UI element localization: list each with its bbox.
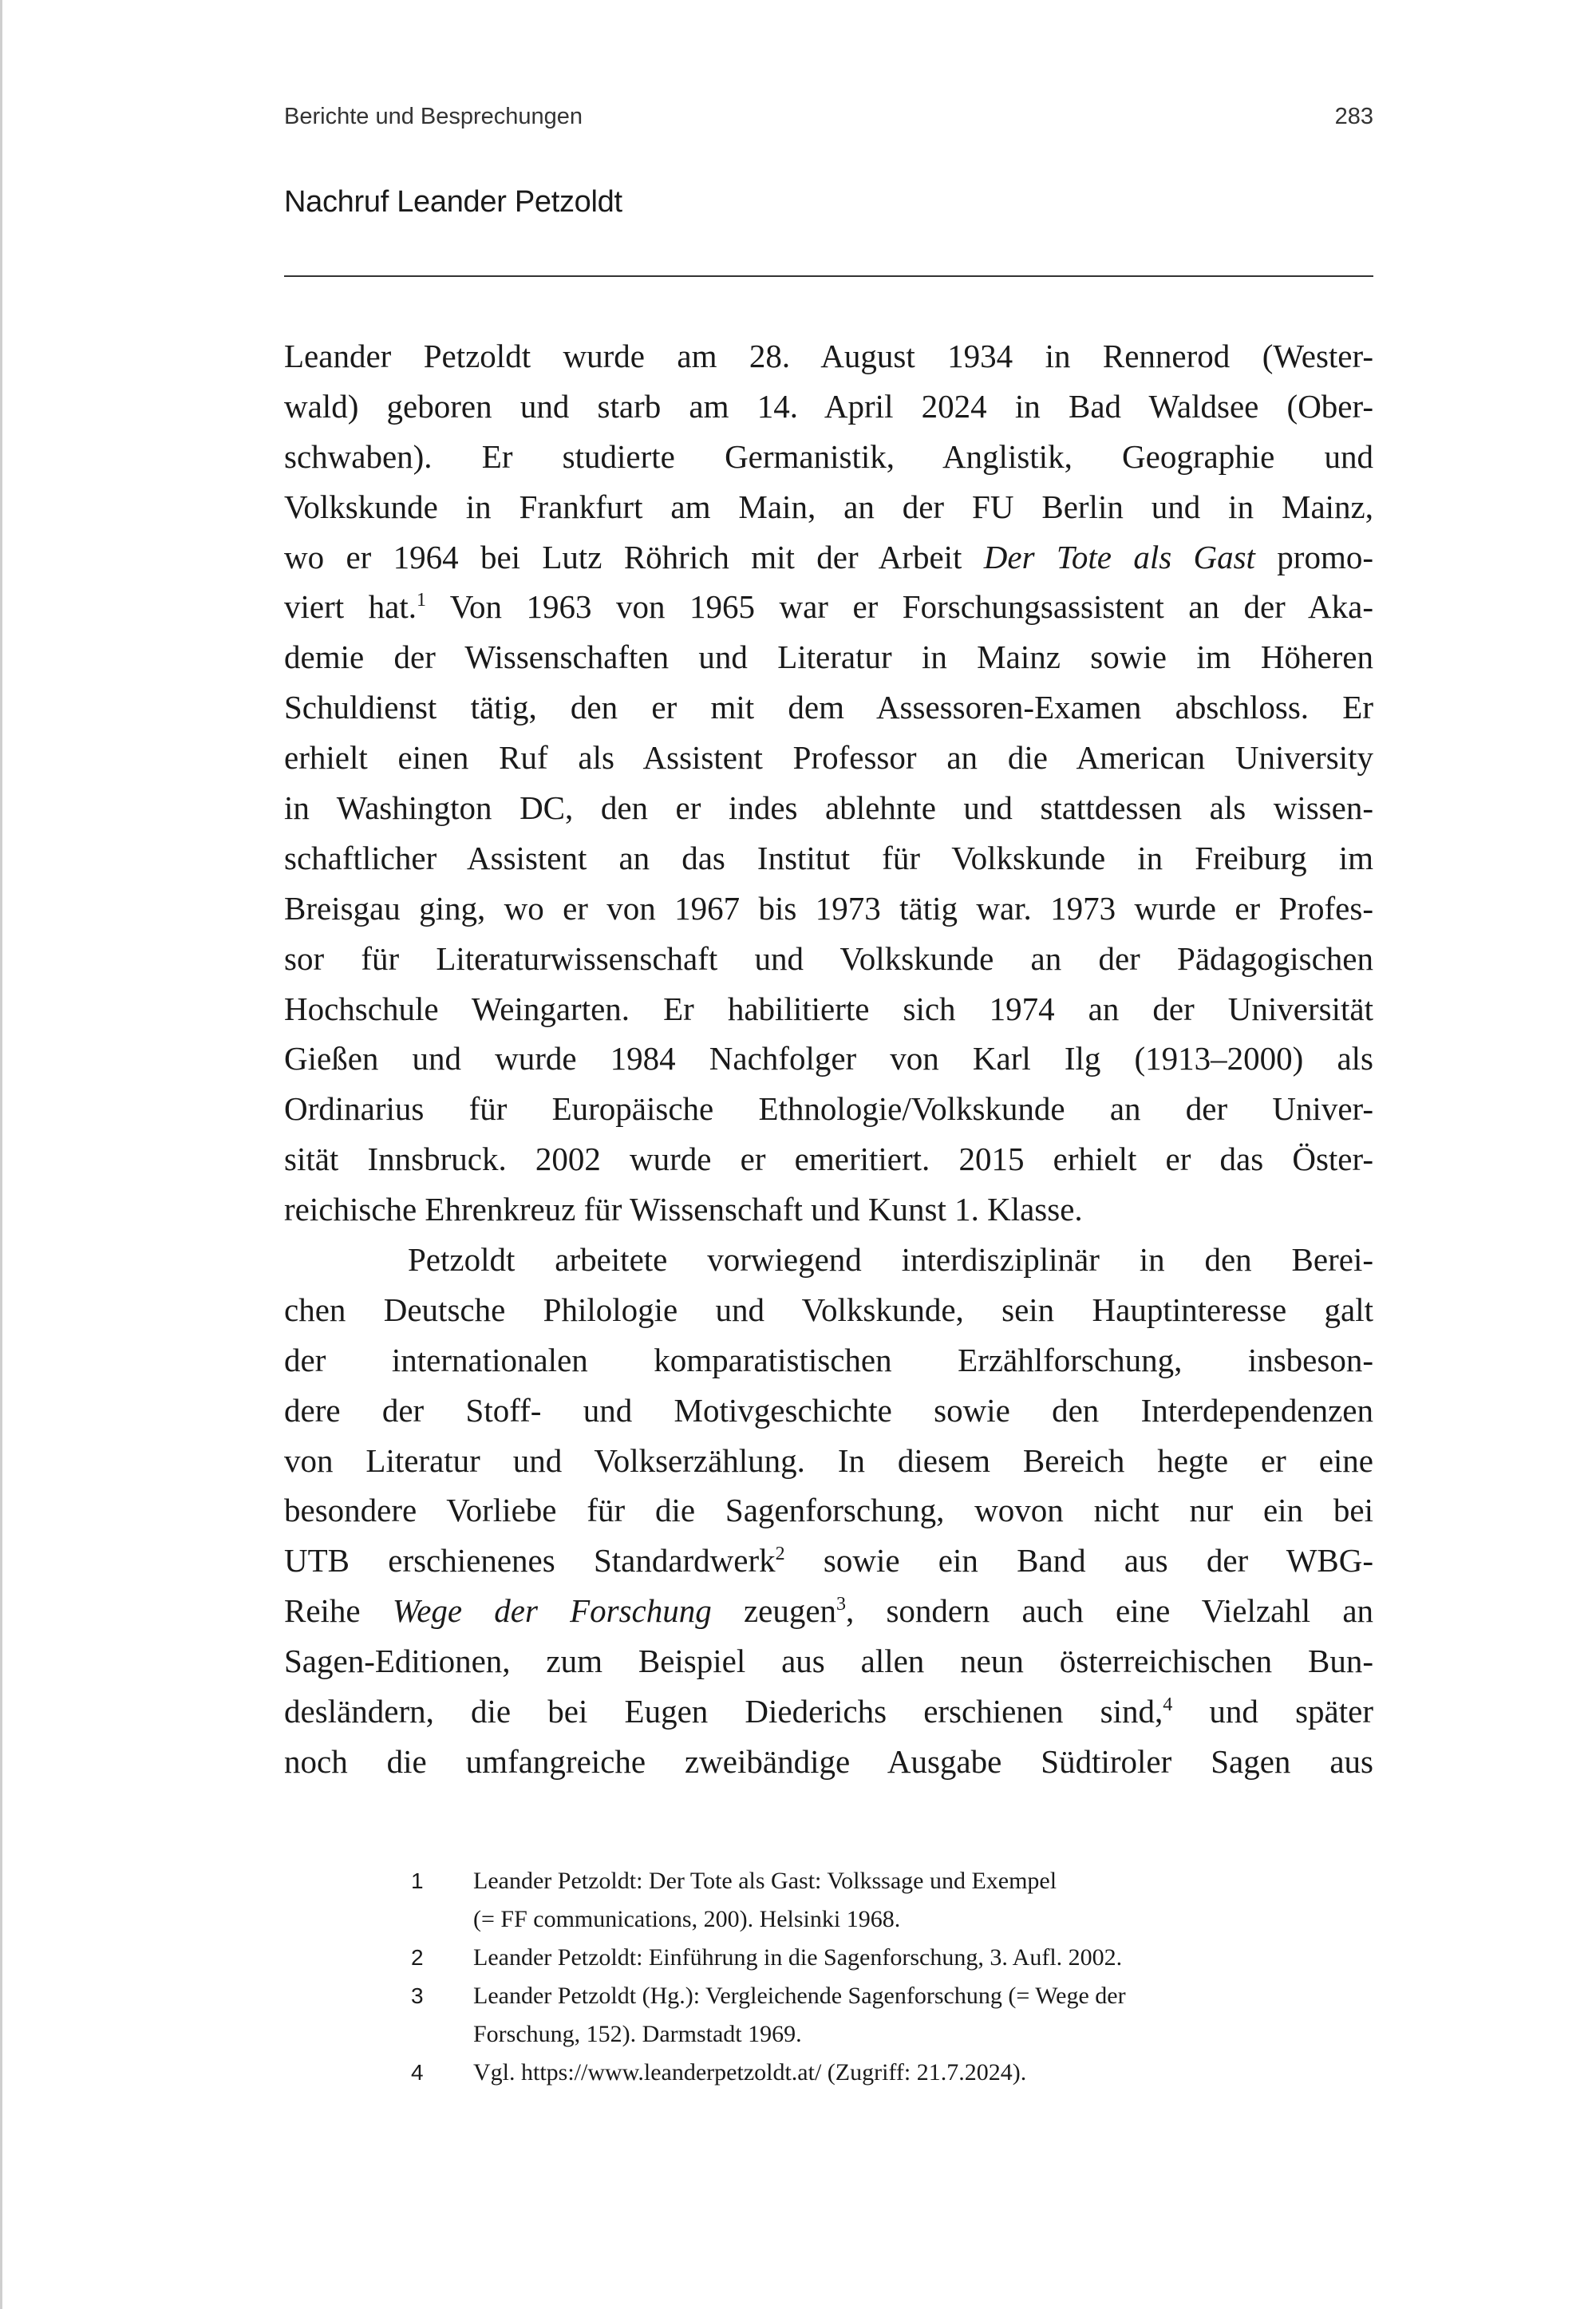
footnote: [411, 1939, 1329, 1977]
footnote: [411, 1862, 1329, 1939]
footnote-number: 1: [411, 1868, 424, 1893]
body-line: [284, 1335, 1373, 1386]
text-run: reichische Ehrenkreuz für Wissenschaft und Kunst 1. Klasse.: [284, 1191, 1083, 1228]
text-run: zeugen: [711, 1592, 837, 1630]
text-run: chen Deutsche Philologie und Volkskunde, sein Hauptinteresse galt: [284, 1291, 1373, 1328]
text-run: schaftlicher Assistent an das Institut für Volkskunde in Freiburg im: [284, 839, 1373, 876]
body-line: [284, 783, 1373, 833]
text-run: , sondern auch eine Vielzahl an: [846, 1592, 1374, 1630]
body-line: [284, 1386, 1373, 1436]
footnote-text: [473, 1977, 1329, 2054]
body-line: [284, 532, 1373, 583]
running-title: Berichte und Besprechungen: [284, 104, 583, 129]
article-title: Nachruf Leander Petzoldt: [284, 185, 622, 219]
text-run: von Literatur und Volkserzählung. In diesem Bereich hegte er eine: [284, 1441, 1373, 1479]
text-run: Schuldienst tätig, den er mit dem Assessoren-Examen abschloss. Er: [284, 689, 1373, 726]
body-line: [284, 1184, 1373, 1235]
footnote-line: Leander Petzoldt: Einführung in die Sagenforschung, 3. Aufl. 2002.: [473, 1944, 1123, 1971]
footnote-line: (= FF communications, 200). Helsinki 1968.: [473, 1906, 901, 1932]
text-run: Gießen und wurde 1984 Nachfolger von Karl Ilg (1913–2000) als: [284, 1040, 1373, 1077]
italic-title: Der Tote als Gast: [983, 538, 1255, 575]
text-run: und später: [1172, 1693, 1373, 1730]
body-line: [284, 1636, 1373, 1686]
body-line: [284, 1536, 1373, 1586]
body-line: [284, 482, 1373, 532]
footnote-ref: 4: [1163, 1694, 1173, 1716]
text-run: wald) geboren und starb am 14. April 2024 in Bad Waldsee (Ober-: [284, 387, 1373, 425]
body-line: [284, 382, 1373, 432]
text-run: wo er 1964 bei Lutz Röhrich mit der Arbeit: [284, 538, 984, 575]
footnote-number: 4: [411, 2060, 424, 2085]
title-divider: [284, 275, 1373, 277]
text-run: in Washington DC, den er indes ablehnte und stattdessen als wissen-: [284, 789, 1373, 827]
text-run: dere der Stoff- und Motivgeschichte sowie den Interdependenzen: [284, 1391, 1373, 1429]
footnote-text: [473, 1939, 1329, 1977]
text-run: Reihe: [284, 1592, 393, 1630]
footnote-ref: 3: [836, 1594, 847, 1615]
body-line: [284, 1084, 1373, 1134]
text-run: Leander Petzoldt wurde am 28. August 1934 in Rennerod (Wester-: [284, 338, 1373, 374]
text-run: demie der Wissenschaften und Literatur in Mainz sowie im Höheren: [284, 639, 1373, 676]
footnotes: [411, 1862, 1329, 2092]
text-run: sität Innsbruck. 2002 wurde er emeritiert. 2015 erhielt er das Öster-: [284, 1141, 1373, 1178]
running-header: [284, 104, 1373, 130]
body-line: [284, 884, 1373, 934]
text-run: sor für Literaturwissenschaft und Volkskunde an der Pädagogischen: [284, 939, 1373, 977]
footnote-ref: 1: [416, 590, 426, 611]
body-line: [284, 984, 1373, 1034]
page-edge: [0, 0, 2, 2309]
text-run: Breisgau ging, wo er von 1967 bis 1973 tätig war. 1973 wurde er Profes-: [284, 889, 1373, 927]
footnote-number: 2: [411, 1945, 424, 1970]
body-line: [284, 1586, 1373, 1636]
body-line: [284, 582, 1373, 632]
body-line: [284, 1235, 1373, 1285]
footnote-line: Forschung, 152). Darmstadt 1969.: [473, 2021, 802, 2047]
footnote-text: [473, 1862, 1329, 1939]
text-run: erhielt einen Ruf als Assistent Professor an die American University: [284, 739, 1373, 777]
body-line: [284, 331, 1373, 382]
text-run: Volkskunde in Frankfurt am Main, an der FU Berlin und in Mainz,: [284, 488, 1373, 525]
body-line: [284, 1436, 1373, 1486]
body-line: [284, 1485, 1373, 1536]
footnote: [411, 1977, 1329, 2054]
body-line: [284, 1737, 1373, 1787]
text-run: schwaben). Er studierte Germanistik, Anglistik, Geographie und: [284, 437, 1373, 475]
text-run: desländern, die bei Eugen Diederichs erschienen sind,: [284, 1693, 1163, 1730]
page-number: 283: [1334, 104, 1373, 129]
text-run: besondere Vorliebe für die Sagenforschung, wovon nicht nur ein bei: [284, 1492, 1373, 1529]
text-run: Ordinarius für Europäische Ethnologie/Volkskunde an der Univer-: [284, 1090, 1373, 1128]
text-run: sowie ein Band aus der WBG-: [784, 1542, 1374, 1580]
footnote-text: [473, 2054, 1329, 2092]
text-run: Hochschule Weingarten. Er habilitierte sich 1974 an der Universität: [284, 990, 1373, 1027]
text-run: noch die umfangreiche zweibändige Ausgabe Südtiroler Sagen aus: [284, 1742, 1373, 1780]
body-line: [284, 1134, 1373, 1184]
italic-title: Wege der Forschung: [392, 1592, 712, 1630]
text-run: Von 1963 von 1965 war er Forschungsassistent an der Aka-: [425, 588, 1373, 626]
body-line: [284, 1285, 1373, 1335]
body-line: [284, 934, 1373, 984]
footnote-number: 3: [411, 1983, 424, 2008]
text-run: UTB erschienenes Standardwerk: [284, 1542, 776, 1580]
text-run: Petzoldt arbeitete vorwiegend interdisziplinär in den Berei-: [408, 1241, 1373, 1279]
body-line: [284, 733, 1373, 783]
body-line: [284, 833, 1373, 884]
body-line: [284, 1686, 1373, 1737]
body-line: [284, 1034, 1373, 1084]
footnote-ref: 2: [775, 1544, 785, 1565]
article-body: [284, 331, 1373, 1787]
footnote: [411, 2054, 1329, 2092]
text-run: Sagen-Editionen, zum Beispiel aus allen neun österreichischen Bun-: [284, 1643, 1373, 1680]
body-line: [284, 632, 1373, 682]
text-run: promo-: [1254, 538, 1373, 575]
text-run: viert hat.: [284, 588, 417, 626]
body-line: [284, 432, 1373, 482]
body-line: [284, 682, 1373, 733]
footnote-line: Leander Petzoldt: Der Tote als Gast: Volkssage und Exempel: [473, 1868, 1057, 1894]
text-run: der internationalen komparatistischen Erzählforschung, insbeson-: [284, 1341, 1373, 1378]
footnote-line: Vgl. https://www.leanderpetzoldt.at/ (Zugriff: 21.7.2024).: [473, 2059, 1027, 2086]
footnote-line: Leander Petzoldt (Hg.): Vergleichende Sagenforschung (= Wege der: [473, 1983, 1126, 2009]
